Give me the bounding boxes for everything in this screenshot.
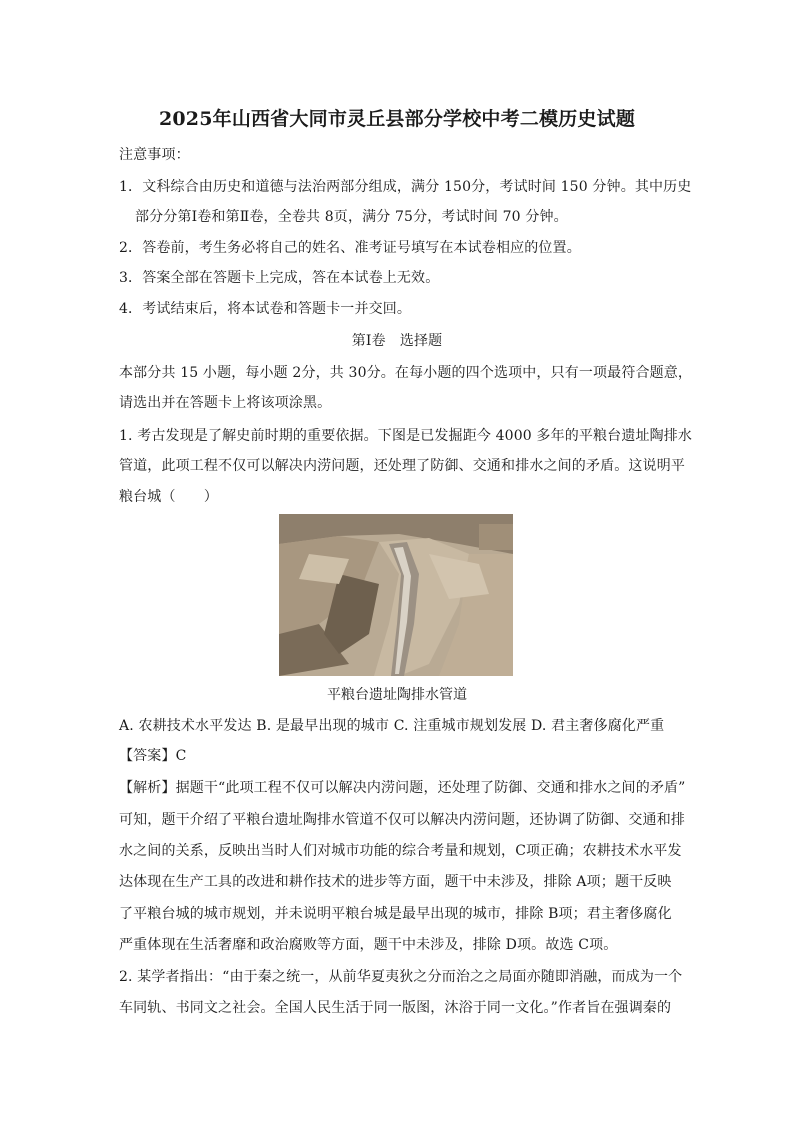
figure-caption: 平粮台遗址陶排水管道 [327,687,467,703]
notice-heading: 注意事项： [119,147,190,163]
notice-item-3: 3．答案全部在答题卡上完成，答在本试卷上无效。 [119,270,440,286]
q1-answer: 【答案】C [119,748,187,764]
q1-analysis-3: 水之间的关系，反映出当时人们对城市功能的综合考量和规划，C项正确；农耕技术水平发 [119,843,682,859]
q1-stem-3: 粮台城（ ） [119,489,219,505]
notice-item-2: 2．答卷前，考生务必将自己的姓名、准考证号填写在本试卷相应的位置。 [119,240,581,256]
notice-item-1-cont: 部分分第Ⅰ卷和第Ⅱ卷，全卷共 8页，满分 75分，考试时间 70 分钟。 [135,209,568,225]
drainage-pipe-photo [279,514,513,676]
q1-analysis-4: 达体现在生产工具的改进和耕作技术的进步等方面，题干中未涉及，排除 A项；题干反映 [119,874,672,890]
q1-stem-1: 1. 考古发现是了解史前时期的重要依据。下图是已发掘距今 4000 多年的平粮台遗址陶排水 [119,428,693,444]
q1-analysis-5: 了平粮台城的城市规划，并未说明平粮台城是最早出现的城市，排除 B项；君主奢侈腐化 [119,906,672,922]
q1-options: A. 农耕技术水平发达 B. 是最早出现的城市 C. 注重城市规划发展 D. 君主奢侈腐化严重 [119,718,665,734]
section-title: 第Ⅰ卷 选择题 [351,333,443,349]
q1-stem-2: 管道，此项工程不仅可以解决内涝问题，还处理了防御、交通和排水之间的矛盾。这说明平 [119,458,685,474]
notice-item-4: 4．考试结束后，将本试卷和答题卡一并交回。 [119,301,412,317]
q1-analysis-6: 严重体现在生活奢靡和政治腐败等方面，题干中未涉及，排除 D项。故选 C项。 [119,937,618,953]
exam-title: 2025年山西省大同市灵丘县部分学校中考二模历史试题 [158,108,636,130]
section-intro-2: 请选出并在答题卡上将该项涂黑。 [119,395,332,411]
section-intro-1: 本部分共 15 小题，每小题 2分，共 30分。在每小题的四个选项中，只有一项最符合题意， [119,365,693,381]
q1-analysis-2: 可知，题干介绍了平粮台遗址陶排水管道不仅可以解决内涝问题，还协调了防御、交通和排 [119,812,685,828]
q1-analysis-1: 【解析】据题干“此项工程不仅可以解决内涝问题，还处理了防御、交通和排水之间的矛盾” [119,780,686,796]
notice-item-1: 1．文科综合由历史和道德与法治两部分组成，满分 150分，考试时间 150 分钟。其中历史 [119,179,692,195]
q2-stem-2: 车同轨、书同文之社会。全国人民生活于同一版图，沐浴于同一文化。”作者旨在强调秦的 [119,1000,672,1016]
q2-stem-1: 2. 某学者指出：“由于秦之统一，从前华夏夷狄之分而治之之局面亦随即消融，而成为一个 [119,969,683,985]
